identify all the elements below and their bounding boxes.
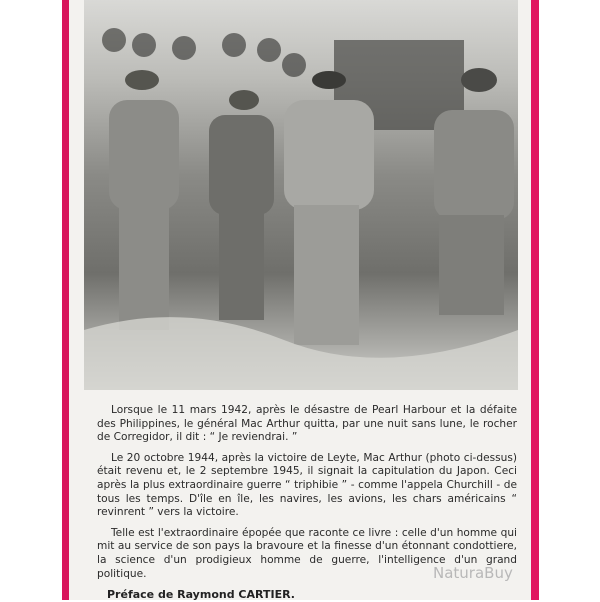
photo-figures [84,0,518,390]
paragraph-2: Le 20 octobre 1944, après la victoire de Leyte, Mac Arthur (photo ci-dessus) était revenu et, le 2 septembre 1945, il signait la capitulation du Japon. Ceci après la plus extraordinaire guerre “ triphibie ” - comme l'appela Churchill - de tous les temps. D'île en île, les navires, les avions, les chars américains “ revinrent ” vers la victoire. [97,451,517,519]
paragraph-3: Telle est l'extraordinaire épopée que raconte ce livre : celle d'un homme qui mit au service de son pays la bravoure et la finesse d'un étonnant condottiere, la science d'un prodigieux homme de guerre, l'intelligence d'un grand politique. [97,526,517,580]
preface-credit: Préface de Raymond CARTIER. [107,588,295,602]
paragraph-1: Lorsque le 11 mars 1942, après le désastre de Pearl Harbour et la défaite des Philippines, le général Mac Arthur quitta, par une nuit sans lune, le rocher de Corregidor, il dit : “ Je reviendrai. ” [97,404,517,444]
photograph-macarthur-landing [84,0,518,390]
pink-border-left [62,0,69,600]
pink-border-right [531,0,539,600]
watermark: NaturaBuy [433,564,513,582]
